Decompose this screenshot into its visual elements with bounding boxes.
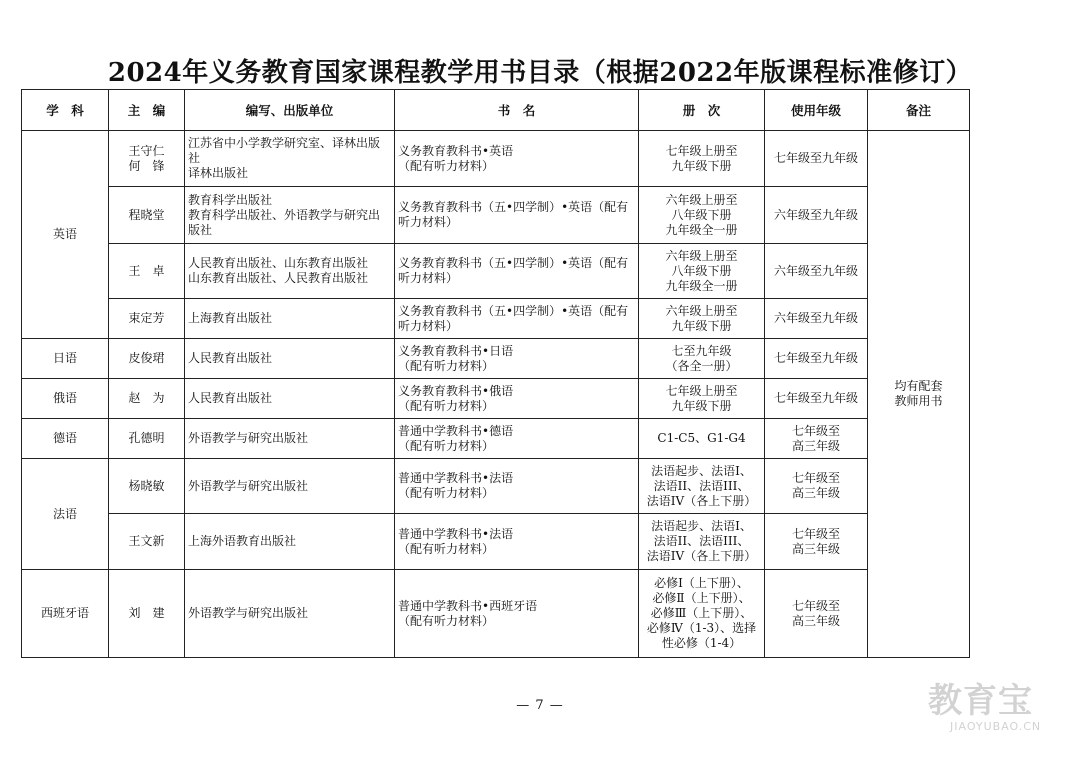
- header-note: 备注: [868, 90, 970, 131]
- grade-cell: 七年级至九年级: [765, 339, 868, 379]
- editor-cell: 赵 为: [109, 379, 185, 419]
- subject-cell-russian: 俄语: [22, 379, 109, 419]
- grade-cell: 七年级至 高三年级: [765, 419, 868, 459]
- grade-cell: 七年级至 高三年级: [765, 459, 868, 514]
- publisher-cell: 外语教学与研究出版社: [185, 419, 395, 459]
- editor-cell: 王守仁 何 锋: [109, 131, 185, 187]
- table-row: [22, 131, 970, 187]
- publisher-cell: 上海教育出版社: [185, 299, 395, 339]
- publisher-cell: 人民教育出版社、山东教育出版社 山东教育出版社、人民教育出版社: [185, 244, 395, 299]
- volume-cell: 七年级上册至 九年级下册: [639, 131, 765, 187]
- grade-cell: 七年级至 高三年级: [765, 570, 868, 658]
- book-name-cell: 普通中学教科书•西班牙语 （配有听力材料）: [395, 570, 639, 658]
- textbook-catalog-table: [21, 89, 970, 658]
- watermark-logo: [928, 682, 1068, 752]
- table-row: [22, 379, 970, 419]
- volume-cell: 六年级上册至 九年级下册: [639, 299, 765, 339]
- grade-cell: 六年级至九年级: [765, 299, 868, 339]
- volume-cell: 法语起步、法语I、 法语II、法语III、 法语IV（各上下册）: [639, 514, 765, 570]
- book-name-cell: 义务教育教科书（五•四学制）•英语（配有听力材料）: [395, 299, 639, 339]
- publisher-cell: 外语教学与研究出版社: [185, 570, 395, 658]
- grade-cell: 七年级至 高三年级: [765, 514, 868, 570]
- table-row: [22, 419, 970, 459]
- page-title: 2024年义务教育国家课程教学用书目录（根据2022年版课程标准修订）: [107, 58, 973, 88]
- header-grade: 使用年级: [765, 90, 868, 131]
- publisher-cell: 江苏省中小学教学研究室、译林出版社 译林出版社: [185, 131, 395, 187]
- page-number: — 7 —: [516, 698, 564, 713]
- header-editor: 主 编: [109, 90, 185, 131]
- header-book-name: 书 名: [395, 90, 639, 131]
- editor-cell: 程晓堂: [109, 187, 185, 244]
- table-row: [22, 299, 970, 339]
- table-row: [22, 459, 970, 514]
- publisher-cell: 外语教学与研究出版社: [185, 459, 395, 514]
- volume-cell: 六年级上册至 八年级下册 九年级全一册: [639, 187, 765, 244]
- book-name-cell: 普通中学教科书•法语 （配有听力材料）: [395, 514, 639, 570]
- editor-cell: 王文新: [109, 514, 185, 570]
- table-row: [22, 187, 970, 244]
- volume-cell: 七年级上册至 九年级下册: [639, 379, 765, 419]
- publisher-cell: 教育科学出版社 教育科学出版社、外语教学与研究出版社: [185, 187, 395, 244]
- watermark-brand: 教育宝: [928, 681, 1033, 721]
- book-name-cell: 义务教育教科书•英语 （配有听力材料）: [395, 131, 639, 187]
- table-row: [22, 514, 970, 570]
- volume-cell: 七至九年级 （各全一册）: [639, 339, 765, 379]
- grade-cell: 六年级至九年级: [765, 244, 868, 299]
- header-subject: 学 科: [22, 90, 109, 131]
- grade-cell: 六年级至九年级: [765, 187, 868, 244]
- editor-cell: 杨晓敏: [109, 459, 185, 514]
- grade-cell: 七年级至九年级: [765, 131, 868, 187]
- editor-cell: 刘 建: [109, 570, 185, 658]
- subject-cell-french: 法语: [22, 459, 109, 570]
- book-name-cell: 义务教育教科书（五•四学制）•英语（配有听力材料）: [395, 244, 639, 299]
- publisher-cell: 人民教育出版社: [185, 379, 395, 419]
- publisher-cell: 人民教育出版社: [185, 339, 395, 379]
- table-row: [22, 339, 970, 379]
- subject-cell-japanese: 日语: [22, 339, 109, 379]
- volume-cell: C1-C5、G1-G4: [639, 419, 765, 459]
- book-name-cell: 普通中学教科书•法语 （配有听力材料）: [395, 459, 639, 514]
- book-name-cell: 义务教育教科书（五•四学制）•英语（配有听力材料）: [395, 187, 639, 244]
- book-name-cell: 义务教育教科书•日语 （配有听力材料）: [395, 339, 639, 379]
- header-volume: 册 次: [639, 90, 765, 131]
- editor-cell: 皮俊珺: [109, 339, 185, 379]
- subject-cell-spanish: 西班牙语: [22, 570, 109, 658]
- watermark-domain: JIAOYUBAO.CN: [950, 720, 1042, 733]
- editor-cell: 束定芳: [109, 299, 185, 339]
- publisher-cell: 上海外语教育出版社: [185, 514, 395, 570]
- editor-cell: 孔德明: [109, 419, 185, 459]
- volume-cell: 必修Ⅰ（上下册）、 必修Ⅱ（上下册）、 必修Ⅲ（上下册）、 必修Ⅳ（1-3）、选择性必修（1-4）: [639, 570, 765, 658]
- book-name-cell: 义务教育教科书•俄语 （配有听力材料）: [395, 379, 639, 419]
- volume-cell: 法语起步、法语I、 法语II、法语III、 法语IV（各上下册）: [639, 459, 765, 514]
- note-cell: 均有配套 教师用书: [868, 131, 970, 658]
- table-row: [22, 570, 970, 658]
- table-row: [22, 244, 970, 299]
- volume-cell: 六年级上册至 八年级下册 九年级全一册: [639, 244, 765, 299]
- book-name-cell: 普通中学教科书•德语 （配有听力材料）: [395, 419, 639, 459]
- table-header-row: [22, 90, 970, 131]
- grade-cell: 七年级至九年级: [765, 379, 868, 419]
- subject-cell-english: 英语: [22, 131, 109, 339]
- subject-cell-german: 德语: [22, 419, 109, 459]
- header-publisher: 编写、出版单位: [185, 90, 395, 131]
- editor-cell: 王 卓: [109, 244, 185, 299]
